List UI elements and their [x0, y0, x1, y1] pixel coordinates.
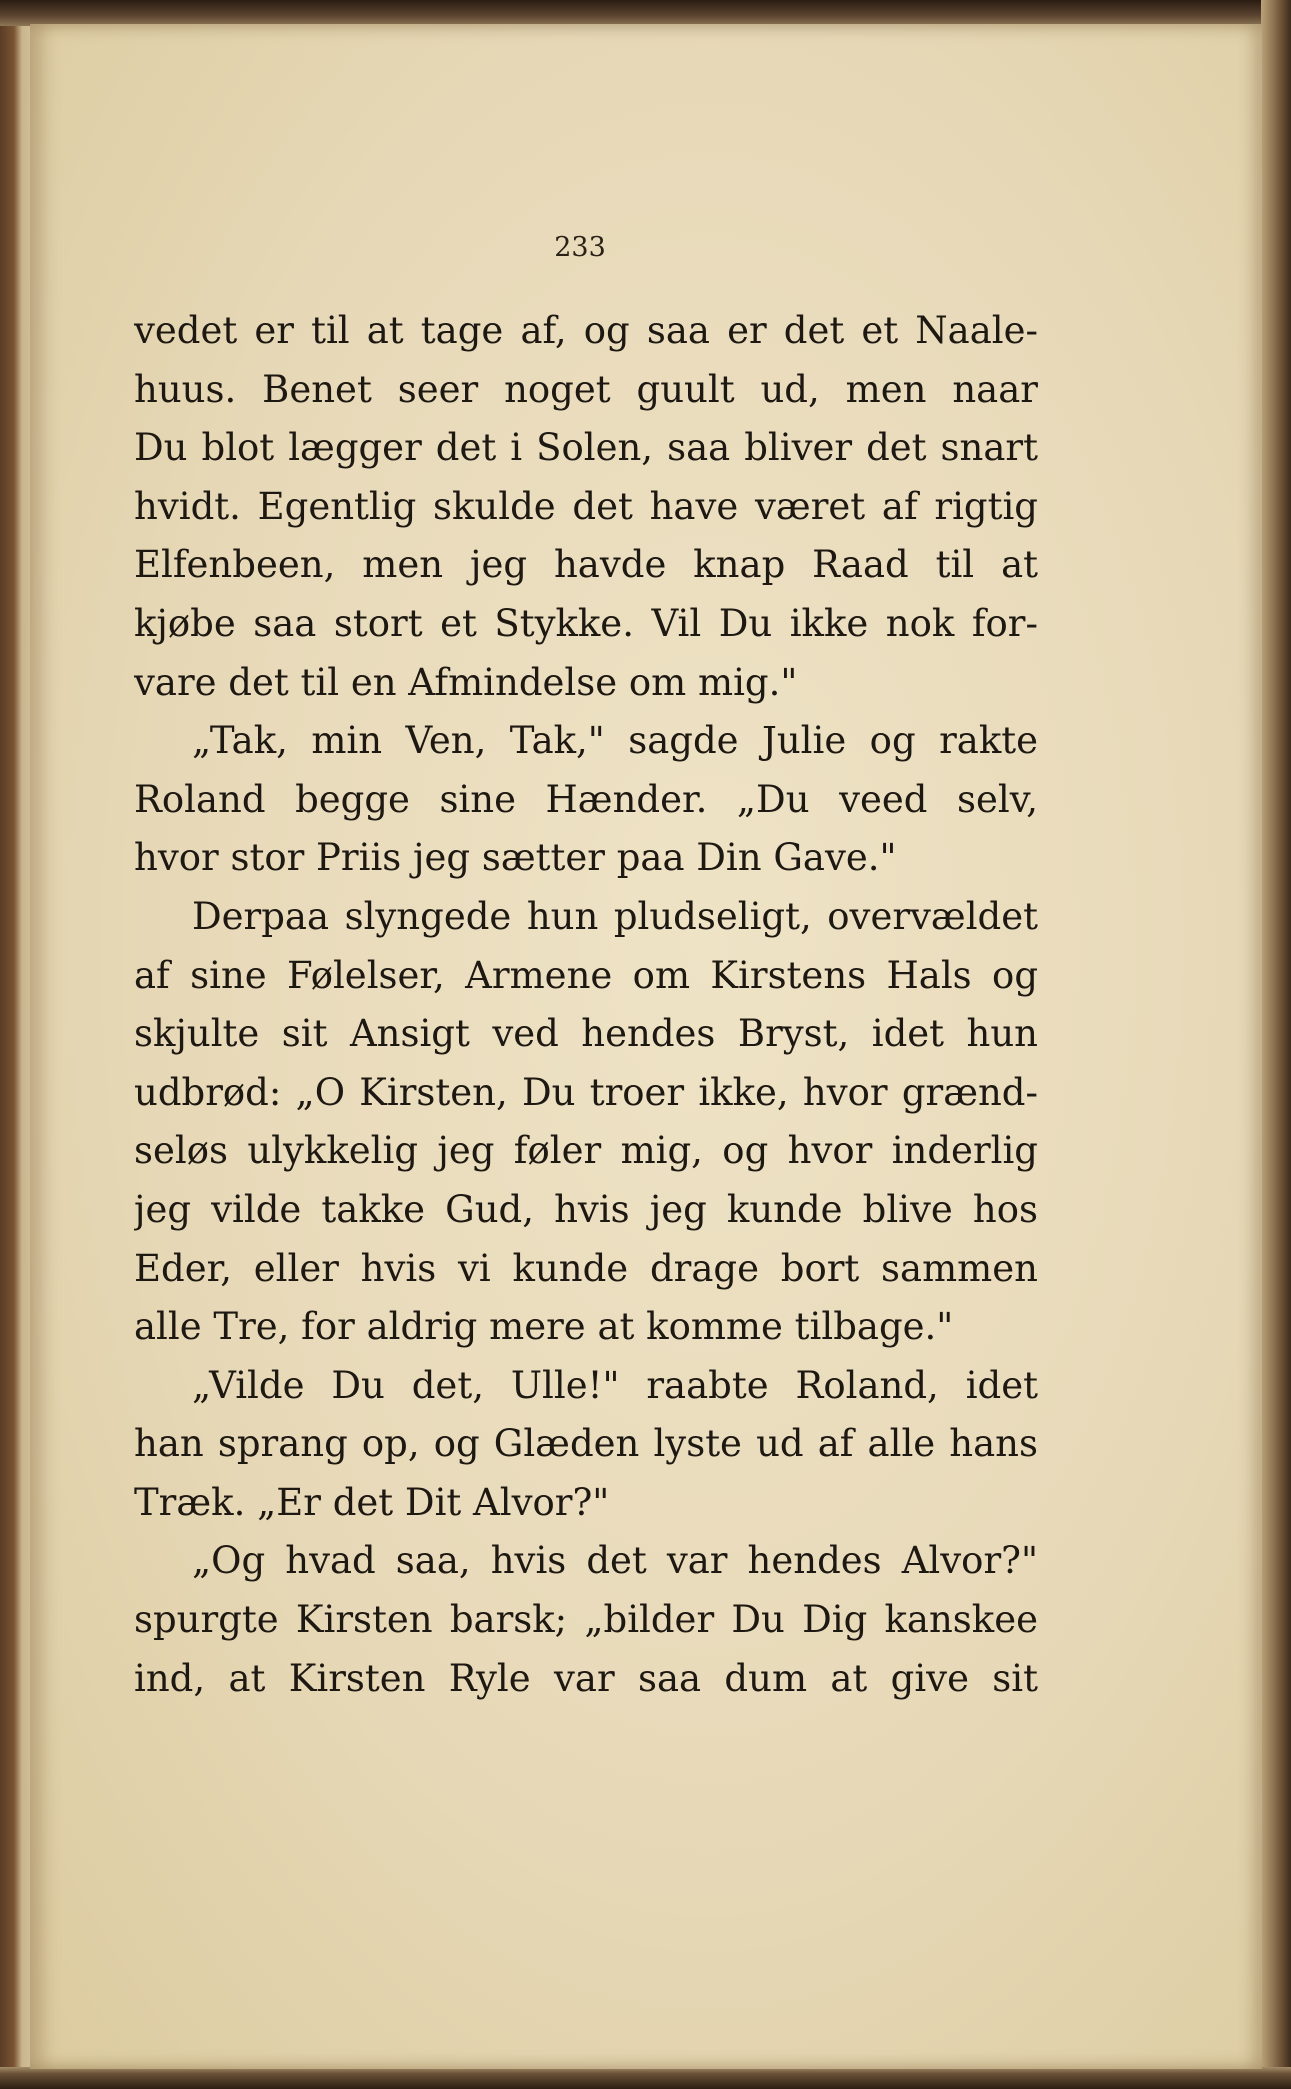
- text-line: af sine Følelser, Armene om Kirstens Hals og: [134, 953, 1038, 997]
- text-line: huus. Benet seer noget guult ud, men naar: [134, 367, 1038, 411]
- text-line: spurgte Kirsten barsk; „bilder Du Dig kanskee: [134, 1598, 1038, 1642]
- text-line: „Vilde Du det, Ulle!" raabte Roland, idet: [192, 1363, 1038, 1407]
- text-line: skjulte sit Ansigt ved hendes Bryst, idet hun: [134, 1012, 1038, 1056]
- text-line: hvor stor Priis jeg sætter paa Din Gave.": [134, 836, 897, 880]
- body-text: [134, 302, 1038, 1708]
- bottom-edge: [0, 2067, 1291, 2089]
- text-line: han sprang op, og Glæden lyste ud af alle hans: [134, 1422, 1038, 1466]
- text-line: Elfenbeen, men jeg havde knap Raad til at: [134, 543, 1038, 587]
- text-line: seløs ulykkelig jeg føler mig, og hvor inderlig: [134, 1129, 1038, 1173]
- text-line: Træk. „Er det Dit Alvor?": [134, 1480, 610, 1524]
- text-line: hvidt. Egentlig skulde det have været af rigtig: [134, 484, 1038, 528]
- text-line: „Tak, min Ven, Tak," sagde Julie og rakte: [192, 719, 1038, 763]
- text-line: Du blot lægger det i Solen, saa bliver det snart: [134, 426, 1038, 470]
- text-line: Roland begge sine Hænder. „Du veed selv,: [134, 777, 1038, 821]
- text-line: kjøbe saa stort et Stykke. Vil Du ikke nok for-: [134, 601, 1038, 645]
- text-line: Eder, eller hvis vi kunde drage bort sammen: [134, 1246, 1038, 1290]
- text-line: jeg vilde takke Gud, hvis jeg kunde blive hos: [134, 1187, 1038, 1231]
- text-line: ind, at Kirsten Ryle var saa dum at give sit: [134, 1656, 1038, 1700]
- top-edge: [0, 0, 1291, 26]
- text-line: alle Tre, for aldrig mere at komme tilbage.": [134, 1305, 954, 1349]
- text-line: Derpaa slyngede hun pludseligt, overvældet: [192, 894, 1038, 938]
- text-line: vedet er til at tage af, og saa er det et Naale-: [134, 309, 1038, 352]
- book-page: [30, 24, 1262, 2069]
- right-page-edge: [1261, 0, 1291, 2089]
- text-line: udbrød: „O Kirsten, Du troer ikke, hvor grænd-: [134, 1070, 1038, 1114]
- text-line: vare det til en Afmindelse om mig.": [134, 660, 798, 704]
- page-number: 233: [554, 232, 606, 263]
- text-line: „Og hvad saa, hvis det var hendes Alvor?": [192, 1539, 1038, 1583]
